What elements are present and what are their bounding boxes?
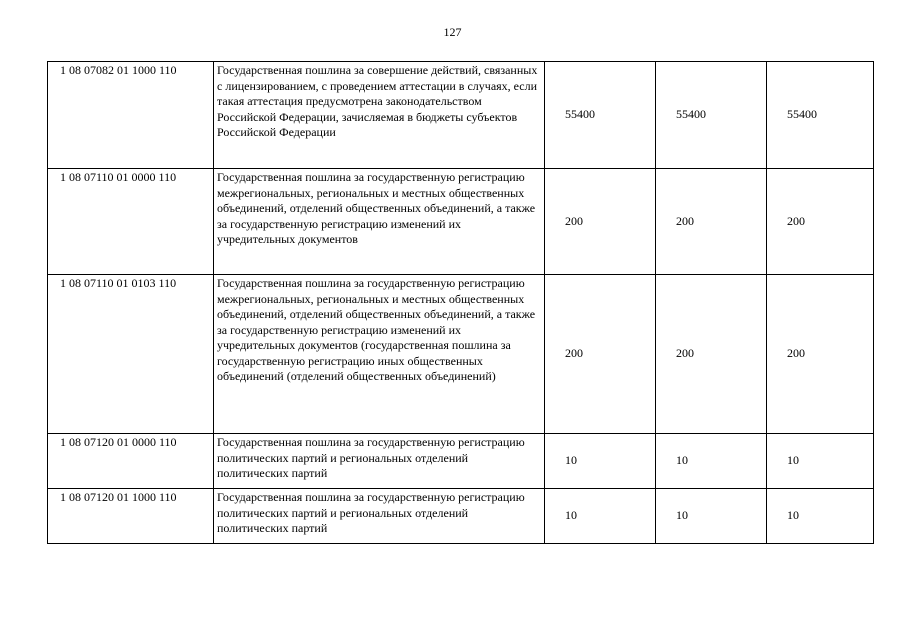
amount-cell-year-2: 200 xyxy=(656,169,767,275)
amount-cell-year-3: 10 xyxy=(767,434,874,489)
budget-code-cell: 1 08 07110 01 0103 110 xyxy=(48,275,214,434)
amount-cell-year-1: 200 xyxy=(545,275,656,434)
budget-revenue-table xyxy=(47,61,874,544)
table-row xyxy=(48,169,874,275)
amount-cell-year-3: 200 xyxy=(767,275,874,434)
amount-cell-year-2: 10 xyxy=(656,489,767,544)
budget-code-cell: 1 08 07120 01 1000 110 xyxy=(48,489,214,544)
revenue-name-cell: Государственная пошлина за государственную регистрацию межрегиональных, региональных и местных общественных объединений, отделений общественных объединений, а также за государственную регистрацию изменений их учредительных документов (государственная пошлина за государственную регистрацию иных общественных объединений (отделений общественных объединений) xyxy=(214,275,545,434)
table-row xyxy=(48,489,874,544)
amount-cell-year-1: 200 xyxy=(545,169,656,275)
revenue-name-cell: Государственная пошлина за государственную регистрацию политических партий и региональных отделений политических партий xyxy=(214,489,545,544)
budget-code-cell: 1 08 07110 01 0000 110 xyxy=(48,169,214,275)
table-row xyxy=(48,62,874,169)
amount-cell-year-2: 55400 xyxy=(656,62,767,169)
amount-cell-year-1: 10 xyxy=(545,489,656,544)
amount-cell-year-3: 55400 xyxy=(767,62,874,169)
amount-cell-year-2: 10 xyxy=(656,434,767,489)
budget-code-cell: 1 08 07120 01 0000 110 xyxy=(48,434,214,489)
table-row xyxy=(48,434,874,489)
amount-cell-year-2: 200 xyxy=(656,275,767,434)
amount-cell-year-3: 10 xyxy=(767,489,874,544)
revenue-name-cell: Государственная пошлина за государственную регистрацию политических партий и региональных отделений политических партий xyxy=(214,434,545,489)
revenue-name-cell: Государственная пошлина за совершение действий, связанных с лицензированием, с проведением аттестации в случаях, если такая аттестация предусмотрена законодательством Российской Федерации, зачисляемая в бюджеты субъектов Российской Федерации xyxy=(214,62,545,169)
table-row xyxy=(48,275,874,434)
revenue-name-cell: Государственная пошлина за государственную регистрацию межрегиональных, региональных и местных общественных объединений, отделений общественных объединений, а также за государственную регистрацию изменений их учредительных документов xyxy=(214,169,545,275)
amount-cell-year-3: 200 xyxy=(767,169,874,275)
amount-cell-year-1: 55400 xyxy=(545,62,656,169)
page-number: 127 xyxy=(443,25,462,39)
budget-code-cell: 1 08 07082 01 1000 110 xyxy=(48,62,214,169)
amount-cell-year-1: 10 xyxy=(545,434,656,489)
